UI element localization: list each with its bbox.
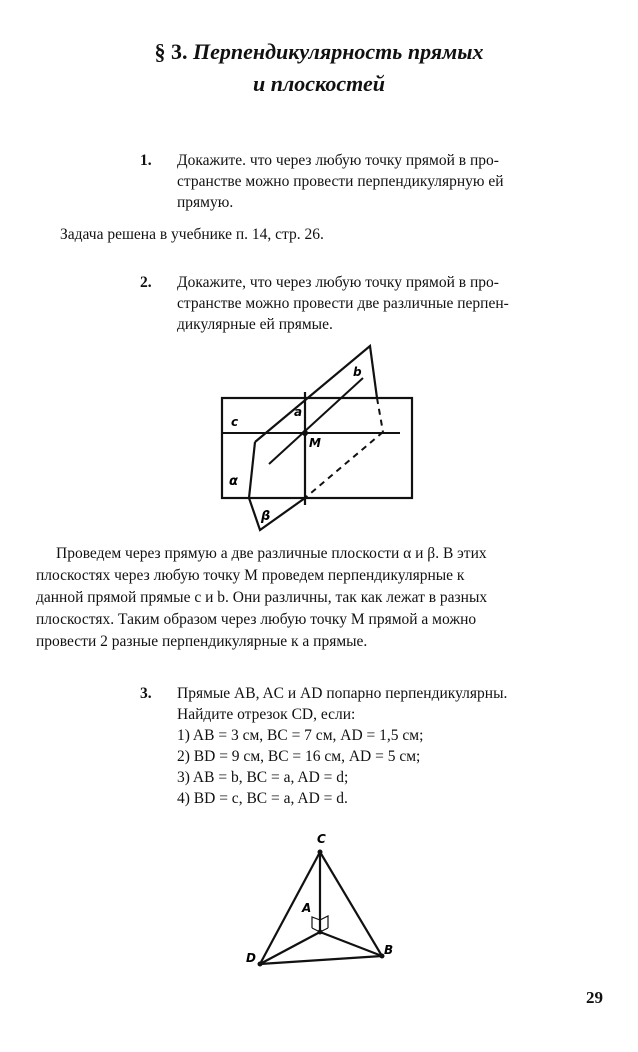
problem-3-number: 3. bbox=[140, 685, 152, 702]
section-number: § 3. bbox=[154, 39, 188, 64]
plane-beta-hidden-edge bbox=[377, 398, 383, 432]
solution-line: плоскостях. Таким образом через любую точку М прямой a можно bbox=[36, 611, 477, 628]
problem-2-number: 2. bbox=[140, 274, 152, 291]
point-m bbox=[302, 430, 308, 436]
problem-2-line: странстве можно провести две различные перпен- bbox=[177, 295, 509, 312]
label-vertex-d: D bbox=[246, 951, 256, 965]
plane-beta-edge bbox=[249, 442, 255, 498]
problem-3-line: 2) BD = 9 см, BC = 16 см, AD = 5 см; bbox=[177, 748, 421, 765]
label-c: c bbox=[231, 415, 239, 429]
label-vertex-b: B bbox=[384, 943, 394, 957]
planes-figure bbox=[205, 340, 425, 540]
section-title-line1: Перпендикулярность прямых bbox=[193, 39, 484, 64]
label-m: M bbox=[309, 436, 321, 450]
problem-3-line: Найдите отрезок CD, если: bbox=[177, 706, 356, 723]
problem-3-line: 1) AB = 3 см, BC = 7 см, AD = 1,5 см; bbox=[177, 727, 424, 744]
problem-1 bbox=[140, 150, 612, 213]
solution-line bbox=[36, 543, 614, 565]
section-title-line2: и плоскостей bbox=[253, 71, 385, 96]
label-vertex-c: C bbox=[317, 832, 326, 846]
solution-line: данной прямой прямые c и b. Они различны, так как лежат в разных bbox=[36, 589, 488, 606]
problem-3-line: 4) BD = c, BC = a, AD = d. bbox=[177, 790, 348, 807]
section-title bbox=[0, 38, 638, 66]
plane-beta-edge bbox=[255, 346, 377, 442]
problem-1-line: Докажите. что через любую точку прямой в про- bbox=[177, 152, 499, 169]
problem-3-line: 3) AB = b, BC = a, AD = d; bbox=[177, 769, 349, 786]
problem-1-text bbox=[177, 150, 612, 213]
problem-1-line: прямую. bbox=[177, 194, 234, 211]
edge-db bbox=[260, 956, 382, 964]
problem-1-number: 1. bbox=[140, 152, 152, 169]
problem-3 bbox=[140, 683, 612, 809]
label-b: b bbox=[353, 365, 362, 379]
page-number: 29 bbox=[586, 988, 603, 1007]
label-a: a bbox=[294, 405, 303, 419]
problem-2-line: Докажите, что через любую точку прямой в про- bbox=[177, 274, 499, 291]
problem-1-line: странстве можно провести перпендикулярную ей bbox=[177, 173, 504, 190]
edge-ba bbox=[320, 932, 382, 956]
problem-2-solution bbox=[36, 543, 614, 653]
tetrahedron-figure bbox=[240, 830, 400, 980]
plane-beta-edge bbox=[249, 498, 305, 530]
vertex-c bbox=[318, 850, 323, 855]
vertex-a bbox=[318, 930, 323, 935]
solution-text: Проведем через прямую a две различные плоскости α и β. В этих bbox=[56, 545, 487, 562]
problem-3-text bbox=[177, 683, 612, 809]
right-angle-mark bbox=[312, 917, 320, 928]
vertex-d bbox=[258, 962, 263, 967]
label-beta: β bbox=[261, 509, 271, 524]
label-alpha: α bbox=[229, 474, 238, 489]
right-angle-mark bbox=[320, 916, 328, 928]
label-vertex-a: A bbox=[302, 901, 312, 915]
solution-line: плоскостях через любую точку М проведем перпендикулярные к bbox=[36, 567, 465, 584]
solution-line: провести 2 разные перпендикулярные к a прямые. bbox=[36, 633, 368, 650]
problem-2 bbox=[140, 272, 612, 335]
problem-1-solution: Задача решена в учебнике п. 14, стр. 26. bbox=[60, 226, 324, 243]
problem-2-text bbox=[177, 272, 612, 335]
edge-cb bbox=[320, 852, 382, 956]
problem-3-line: Прямые AB, AC и AD попарно перпендикулярны. bbox=[177, 685, 508, 702]
problem-2-line: дикулярные ей прямые. bbox=[177, 316, 333, 333]
